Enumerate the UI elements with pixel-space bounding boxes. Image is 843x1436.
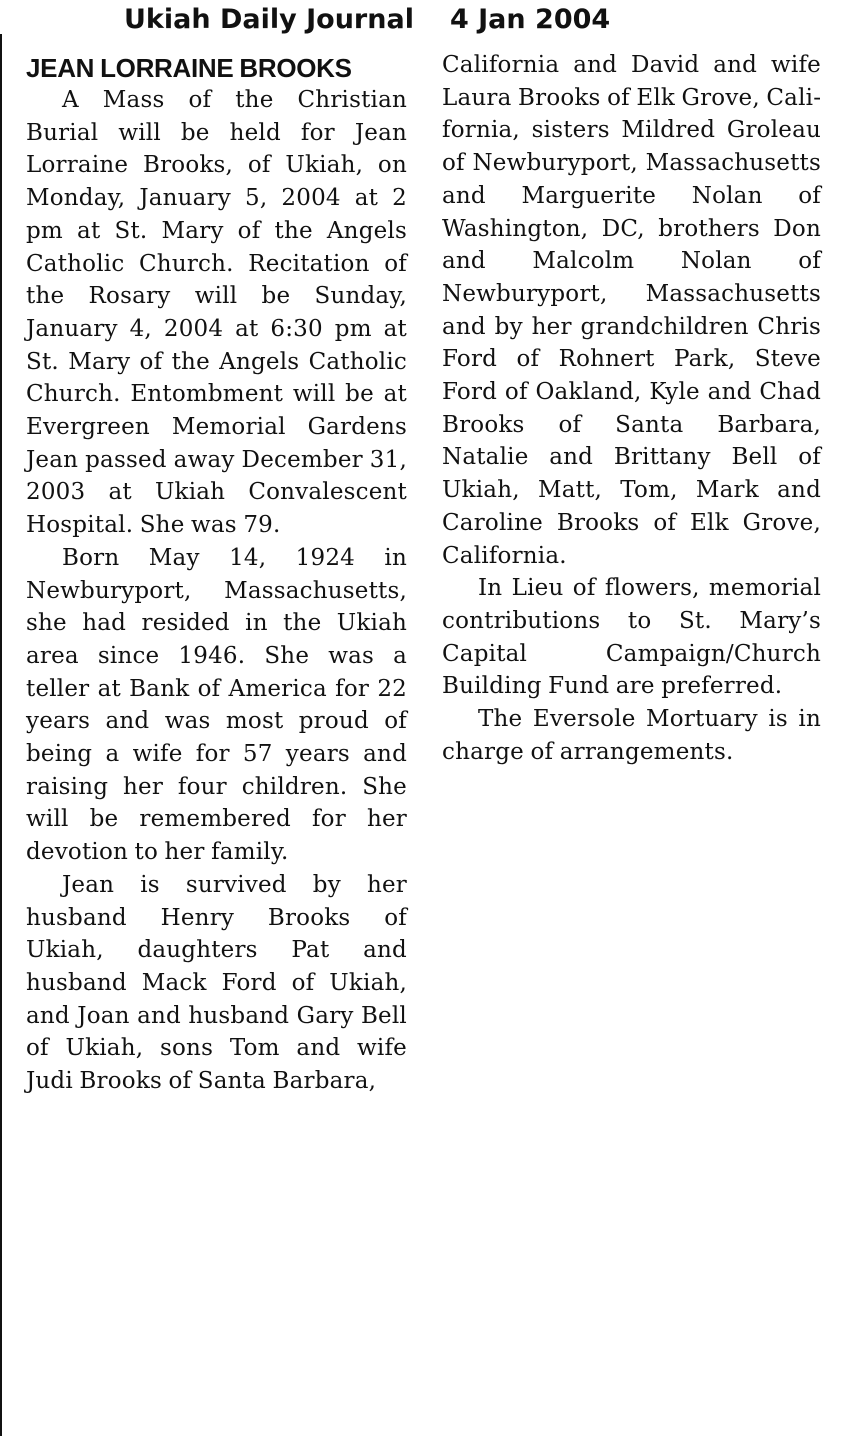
publication-date: 4 Jan 2004 xyxy=(449,4,611,35)
article-column-left xyxy=(26,52,407,1098)
paragraph-memorial-contributions: In Lieu of flowers, memorial contributions to St. Mary’s Capital Campaign/Church Building Fund are preferred. xyxy=(442,575,821,700)
paragraph-arrangements: The Eversole Mortuary is in charge of arrangements. xyxy=(442,706,821,765)
publication-name: Ukiah Daily Journal xyxy=(124,4,414,35)
article-column-right xyxy=(442,49,821,768)
paragraph-survivors-start: Jean is survived by her husband Henry Brooks of Ukiah, daughters Pat and husband Mack Ford of Ukiah, and Joan and husband Gary Bell of Ukiah, sons Tom and wife Judi Brooks of Santa Barbara, xyxy=(26,871,407,1095)
paragraph-survivors-continued: California and David and wife Laura Brooks of Elk Grove, California, sisters Mildred Groleau of Newburyport, Massachusetts and Marguerite Nolan of Washington, DC, brothers Don and Malcolm Nolan of Newburyport, Massachusetts and by her grandchildren Chris Ford of Rohnert Park, Steve Ford of Oakland, Kyle and Chad Brooks of Santa Barbara, Natalie and Brittany Bell of Ukiah, Matt, Tom, Mark and Caroline Brooks of Elk Grove, California. xyxy=(442,52,821,569)
masthead xyxy=(124,2,610,38)
paragraph-service-details: A Mass of the Christian Burial will be held for Jean Lorraine Brooks, of Ukiah, on Monday, January 5, 2004 at 2 pm at St. Mary of the Angels Catholic Church. Recitation of the Rosary will be Sunday, January 4, 2004 at 6:30 pm at St. Mary of the Angels Catholic Church. Entombment will be at Evergreen Memorial Gardens Jean passed away December 31, 2003 at Ukiah Convalescent Hospital. She was 79. xyxy=(26,87,407,539)
paragraph-biography: Born May 14, 1924 in Newburyport, Massachusetts, she had resided in the Ukiah area since 1946. She was a teller at Bank of America for 22 years and was most proud of being a wife for 57 years and raising her four children. She will be remembered for her devotion to her family. xyxy=(26,544,407,866)
obituary-headline: JEAN LORRAINE BROOKS xyxy=(26,53,352,83)
column-rule xyxy=(0,34,2,1436)
